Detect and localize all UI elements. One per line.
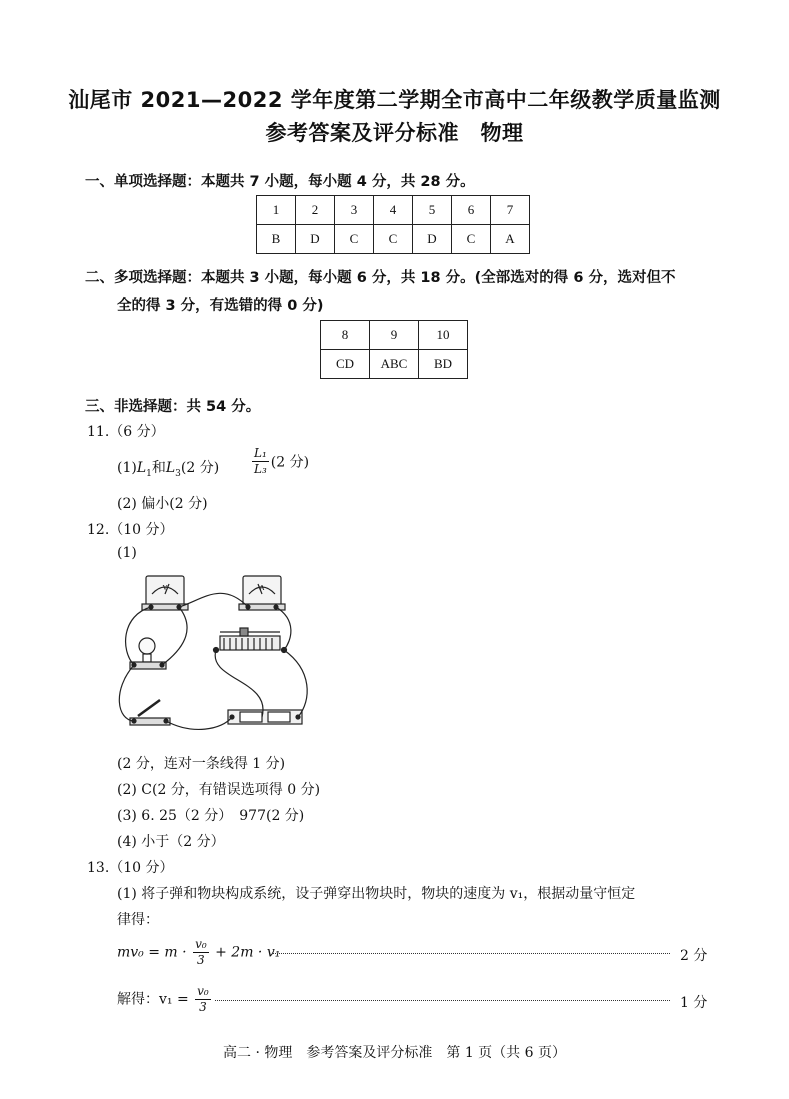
table-cell: 5 — [413, 196, 452, 225]
wire — [179, 593, 248, 607]
eq2-score: 1 分 — [680, 995, 708, 1011]
table-cell: ABC — [370, 350, 419, 379]
eq1-left: mv₀ = m · — [117, 944, 187, 961]
switch-icon — [130, 700, 170, 725]
section1-answer-table — [256, 195, 530, 254]
q11-part1 — [117, 457, 219, 479]
q11-frac-score: (2 分) — [270, 454, 310, 471]
wire — [126, 607, 151, 665]
q12-part1: (1) — [117, 545, 137, 561]
q12-part4: (4) 小于（2 分） — [117, 834, 225, 850]
table-cell: 6 — [452, 196, 491, 225]
q13-equation2 — [117, 984, 213, 1015]
voltmeter-icon — [142, 576, 188, 610]
doc-title-line2: 参考答案及评分标准 物理 — [265, 121, 524, 145]
q11-l3: L — [165, 460, 176, 476]
eq2-den: 3 — [199, 1000, 207, 1014]
q11-fraction-answer — [250, 446, 309, 477]
table-cell: C — [452, 225, 491, 254]
table-cell: B — [257, 225, 296, 254]
q11-part2: (2) 偏小(2 分) — [117, 496, 208, 512]
section1-answer-row — [257, 225, 530, 254]
q11-label: 11.（6 分） — [87, 424, 165, 440]
table-cell: 7 — [491, 196, 530, 225]
eq2-num: v₀ — [197, 984, 209, 998]
table-cell: A — [491, 225, 530, 254]
q11-l1-sub: 1 — [146, 468, 152, 479]
q11-fraction — [252, 446, 269, 477]
eq2-fraction — [195, 984, 211, 1015]
section1-heading: 一、单项选择题：本题共 7 小题，每小题 4 分，共 28 分。 — [85, 174, 475, 190]
leader-dots — [272, 953, 670, 954]
wire — [162, 607, 187, 665]
q11-frac-den: L₃ — [254, 462, 267, 476]
q11-and: 和 — [151, 460, 166, 476]
q12-note: (2 分，连对一条线得 1 分) — [117, 756, 286, 772]
battery-icon — [228, 710, 302, 724]
table-cell: D — [413, 225, 452, 254]
section3-heading: 三、非选择题：共 54 分。 — [85, 399, 261, 415]
table-cell: 2 — [296, 196, 335, 225]
section2-number-row — [321, 321, 468, 350]
table-cell: 8 — [321, 321, 370, 350]
wire — [166, 717, 232, 729]
lamp-icon — [130, 638, 166, 669]
q11-l1: L — [136, 460, 147, 476]
wire — [215, 650, 263, 717]
section2-heading-line2: 全的得 3 分，有选错的得 0 分) — [117, 298, 324, 314]
q12-part2: (2) C(2 分，有错误选项得 0 分) — [117, 782, 321, 798]
eq2-left: 解得：v₁ = — [117, 991, 189, 1008]
q13-equation1 — [117, 937, 280, 968]
table-cell: 4 — [374, 196, 413, 225]
table-cell: 1 — [257, 196, 296, 225]
leader-dots — [215, 1000, 670, 1001]
q11-frac-num: L₁ — [254, 446, 267, 460]
q11-part1-score: (2 分) — [180, 460, 220, 476]
q11-part1-prefix: (1) — [117, 460, 137, 476]
eq1-right: + 2m · v₁ — [215, 944, 281, 961]
wire — [284, 650, 307, 717]
table-cell: C — [374, 225, 413, 254]
eq1-den: 3 — [197, 953, 205, 967]
section2-answer-table — [320, 320, 468, 379]
table-cell: D — [296, 225, 335, 254]
q11-l3-sub: 3 — [175, 468, 181, 479]
circuit-diagram — [112, 570, 312, 742]
q13-label: 13.（10 分） — [87, 860, 174, 876]
section2-answer-row — [321, 350, 468, 379]
table-cell: CD — [321, 350, 370, 379]
voltmeter-label: V — [162, 584, 168, 592]
eq1-num: v₀ — [195, 937, 207, 951]
table-cell: BD — [419, 350, 468, 379]
eq1-score: 2 分 — [680, 948, 708, 964]
table-cell: 10 — [419, 321, 468, 350]
q13-text-line2: 律得： — [117, 912, 159, 928]
rheostat-icon — [214, 628, 287, 653]
page-footer: 高二 · 物理 参考答案及评分标准 第 1 页（共 6 页） — [223, 1045, 566, 1061]
q12-label: 12.（10 分） — [87, 522, 174, 538]
ammeter-label: A — [259, 584, 265, 592]
table-cell: 3 — [335, 196, 374, 225]
q12-part3: (3) 6. 25（2 分） 977(2 分) — [117, 808, 305, 824]
wire — [119, 665, 134, 721]
q13-text-line1: (1) 将子弹和物块构成系统，设子弹穿出物块时，物块的速度为 v₁，根据动量守恒定 — [117, 886, 636, 902]
doc-title-line1: 汕尾市 2021—2022 学年度第二学期全市高中二年级教学质量监测 — [68, 88, 721, 112]
eq1-fraction — [193, 937, 209, 968]
section2-heading-line1: 二、多项选择题：本题共 3 小题，每小题 6 分，共 18 分。(全部选对的得 6 分，选对但不 — [85, 270, 676, 286]
table-cell: C — [335, 225, 374, 254]
table-cell: 9 — [370, 321, 419, 350]
section1-number-row — [257, 196, 530, 225]
